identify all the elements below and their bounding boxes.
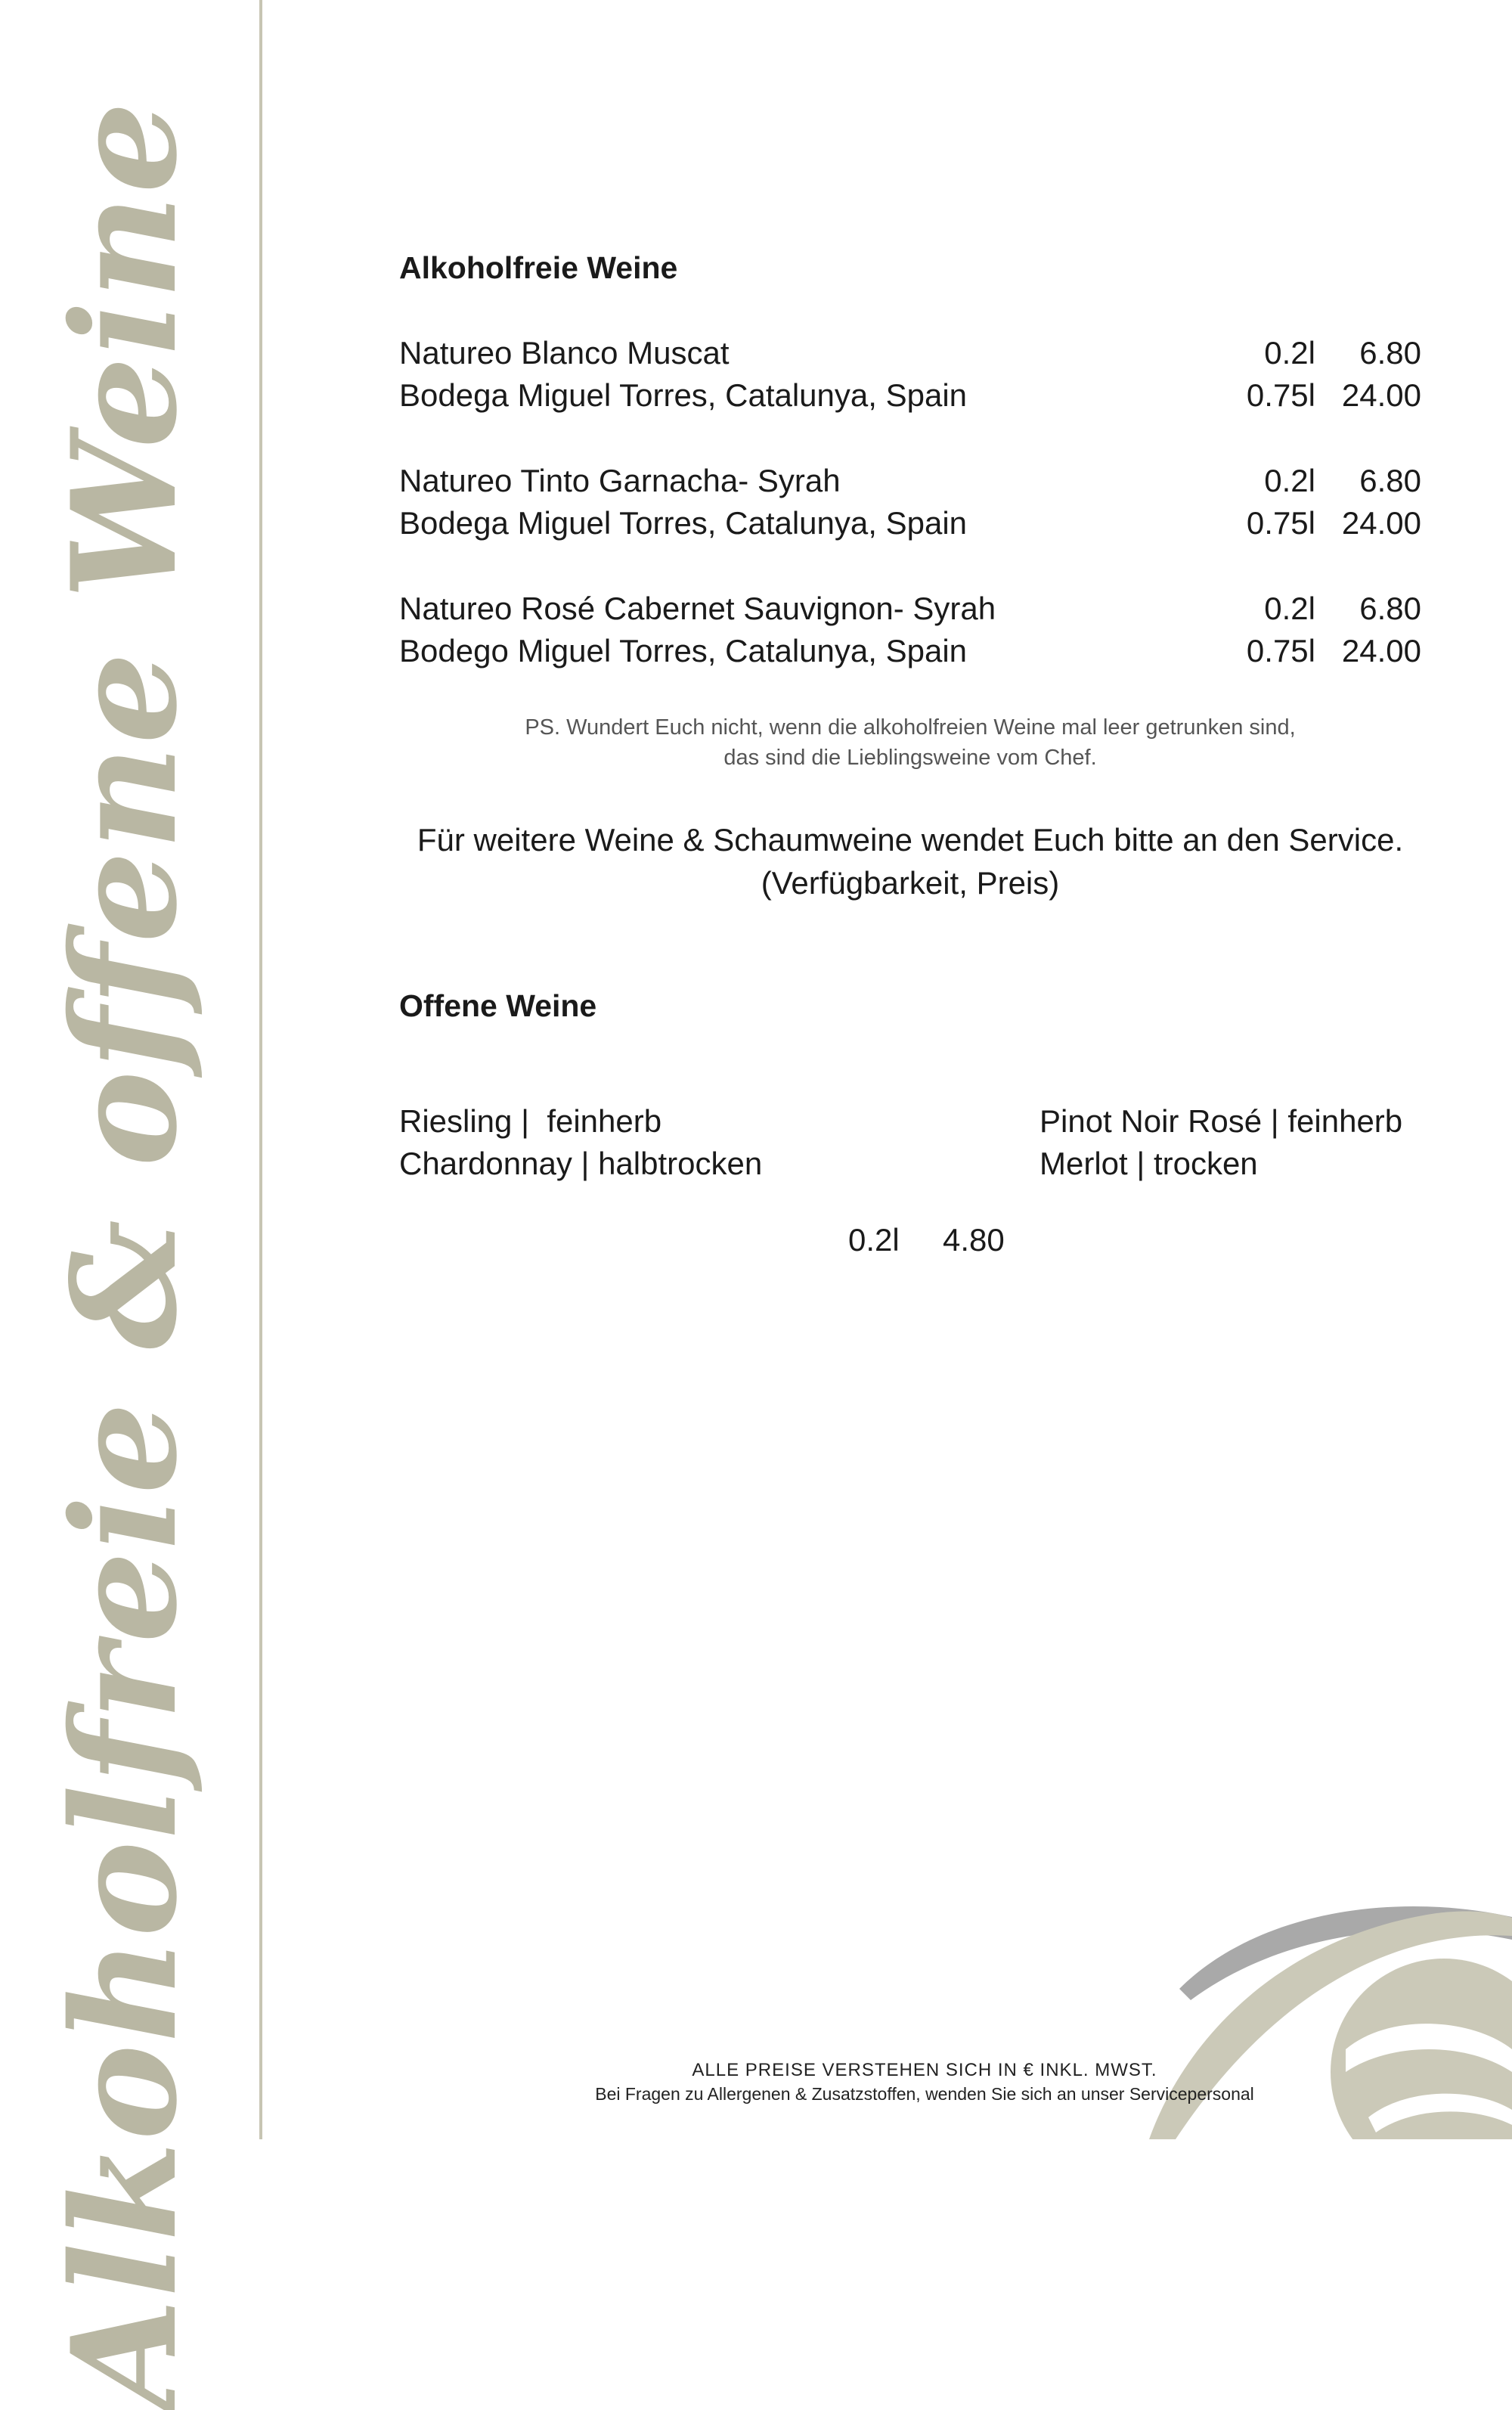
wine-line-name <box>399 332 1421 374</box>
wine-small-volume: 0.2l <box>1264 463 1315 498</box>
wine-name: Natureo Rosé Cabernet Sauvignon- Syrah <box>399 591 996 626</box>
service-note-line: Für weitere Weine & Schaumweine wendet Euch bitte an den Service. <box>417 822 1404 858</box>
ps-note <box>399 712 1421 773</box>
service-note-line: (Verfügbarkeit, Preis) <box>761 865 1060 901</box>
side-title-panel <box>0 0 257 2410</box>
wine-name: Natureo Blanco Muscat <box>399 335 730 371</box>
wine-producer: Bodega Miguel Torres, Catalunya, Spain <box>399 377 968 413</box>
heading-alkoholfreie-weine: Alkoholfreie Weine <box>399 250 678 285</box>
open-wine-item: Pinot Noir Rosé | feinherb <box>1040 1103 1403 1139</box>
footer-price-note: ALLE PREISE VERSTEHEN SICH IN € INKL. MWST. <box>692 2060 1157 2080</box>
service-note <box>399 818 1421 904</box>
ps-note-line: das sind die Lieblingsweine vom Chef. <box>723 746 1097 770</box>
wine-small-volume: 0.2l <box>1264 335 1315 371</box>
wine-item <box>399 588 1421 672</box>
open-wine-volume: 0.2l <box>848 1222 900 1258</box>
footer <box>399 2058 1450 2105</box>
ps-note-line: PS. Wundert Euch nicht, wenn die alkoholfreien Weine mal leer getrunken sind, <box>525 715 1296 740</box>
wine-large-volume: 0.75l <box>1246 377 1315 413</box>
open-wines-left-column <box>399 1100 762 1185</box>
footer-allergen-note: Bei Fragen zu Allergenen & Zusatzstoffen, wenden Sie sich an unser Servicepersonal <box>595 2084 1254 2104</box>
open-wine-item: Riesling | feinherb <box>399 1103 662 1139</box>
wine-large-price: 24.00 <box>1341 377 1421 413</box>
wine-name: Natureo Tinto Garnacha- Syrah <box>399 463 841 498</box>
wine-large-volume: 0.75l <box>1246 633 1315 668</box>
open-wine-price: 4.80 <box>943 1222 1005 1258</box>
wine-line-name <box>399 460 1421 502</box>
vertical-divider <box>259 0 262 2139</box>
side-title: Alkoholfreie & offene Weine <box>40 100 209 2410</box>
wine-small-price: 6.80 <box>1359 591 1421 626</box>
wine-item <box>399 332 1421 417</box>
wine-line-producer <box>399 374 1421 417</box>
wine-large-price: 24.00 <box>1341 505 1421 541</box>
wine-line-name <box>399 588 1421 630</box>
wine-line-producer <box>399 502 1421 544</box>
wine-large-price: 24.00 <box>1341 633 1421 668</box>
open-wine-item: Chardonnay | halbtrocken <box>399 1146 763 1181</box>
wine-item <box>399 460 1421 544</box>
wine-large-volume: 0.75l <box>1246 505 1315 541</box>
wine-line-producer <box>399 630 1421 672</box>
heading-offene-weine: Offene Weine <box>399 988 597 1023</box>
wine-producer: Bodega Miguel Torres, Catalunya, Spain <box>399 505 968 541</box>
open-wines-right-column <box>1040 1100 1402 1185</box>
wine-small-price: 6.80 <box>1359 463 1421 498</box>
wine-small-price: 6.80 <box>1359 335 1421 371</box>
wine-producer: Bodego Miguel Torres, Catalunya, Spain <box>399 633 968 668</box>
wine-small-volume: 0.2l <box>1264 591 1315 626</box>
open-wine-item: Merlot | trocken <box>1040 1146 1258 1181</box>
